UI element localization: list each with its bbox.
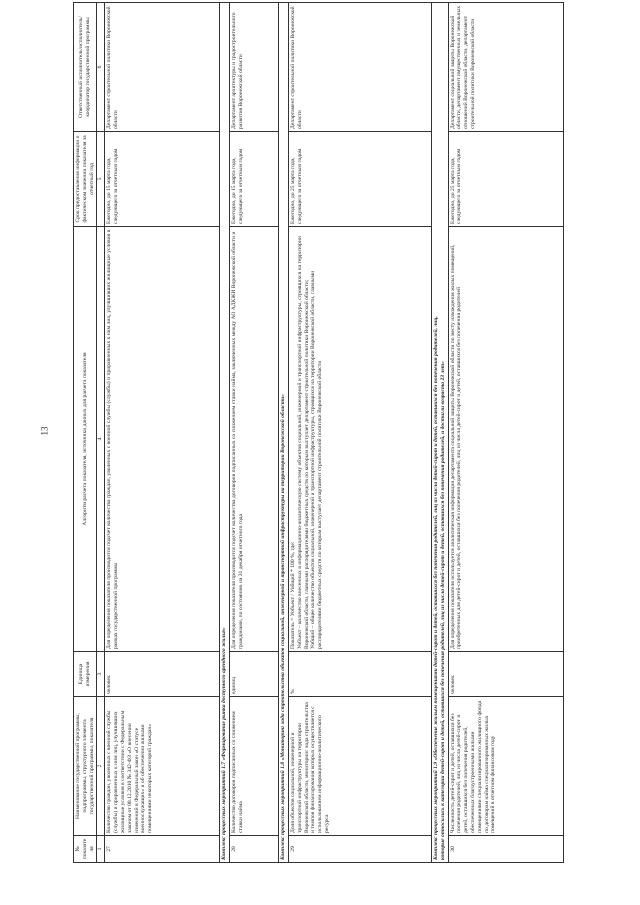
section-title: Комплекс процессных мероприятий 1.7 «Формирование рынка доступного арендного жилья»: [220, 3, 230, 863]
column-number: 6: [97, 3, 105, 132]
column-number: 3: [97, 652, 105, 697]
indicator-unit: человек: [448, 652, 563, 697]
header-name: Наименование государственной программы, подпрограммы, структурного элемента государственной программы, показателя: [74, 697, 97, 836]
indicator-deadline: Ежегодно, до 15 марта года, следующего за отчетным годом: [230, 132, 279, 227]
table-row: [448, 3, 563, 863]
header-responsible: Ответственный исполнитель/исполнитель/ координатор государственной программы: [74, 3, 97, 132]
section-row: [279, 3, 289, 863]
indicator-name: Количество договоров подписанных со снижением ставки найма: [230, 697, 279, 836]
section-title-line: которые относились к категории детей-сирот и детей, оставшихся без попечения родителей, лиц из числа детей-сирот и детей, оставшихся без попечения родителей, и достигли возраста 23 лет»: [439, 361, 446, 860]
indicator-deadline: Ежегодно, до 25 марта года, следующего за отчетным годом: [448, 132, 563, 227]
formula-line: Показатель = Уобъект / Уобщий * 100 %, где:: [289, 541, 296, 649]
section-title-line: Комплекс процессных мероприятий 1.9 «Обеспечение жильем помещениями детей-сирот и детей, оставшихся без попечения родителей, лиц из числа детей-сирот и детей, оставшихся без попечения родителей, лиц,: [432, 316, 439, 860]
rotated-table-container: [73, 5, 593, 863]
header-unit: Единица измерения: [74, 652, 97, 697]
header-algorithm: Алгоритм расчета показателя, источники данных для расчета показателя: [74, 227, 97, 652]
indicator-deadline: Ежегодно, до 25 марта года, следующего за отчетным годом: [288, 132, 431, 227]
table-row: [105, 3, 220, 863]
section-title: Комплекс процессных мероприятий 1.8 «Мониторинг хода строительства объектов социальной, инженерной и транспортной инфраструктуры на территории Воронежской области»: [279, 3, 289, 863]
indicator-algorithm: [288, 227, 431, 652]
indicator-deadline: Ежегодно, до 15 марта года, следующего за отчетным годом: [105, 132, 220, 227]
section-row: [220, 3, 230, 863]
indicator-algorithm: Для определения показателя производится подсчет количества договоров подписанных со снижением ставки найма, заключенных между АО АДКЖИ Воронежской области и гражданами, по состоянию на 31 декабря отчетного года: [230, 227, 279, 652]
row-number: 30: [448, 836, 563, 863]
column-number: 5: [97, 132, 105, 227]
table-row: [230, 3, 279, 863]
indicator-responsible: Департамент строительной политики Воронежской области: [288, 3, 431, 132]
indicator-unit: человек: [105, 652, 220, 697]
header-number: № показателя: [74, 836, 97, 863]
row-number: 29: [288, 836, 431, 863]
indicator-algorithm: Для определения показателя производится подсчет количества граждан, уволенных с военной службы (службы) и приравненных к ним лиц, улучшивших жилищные условия в рамках государственной программы: [105, 227, 220, 652]
indicator-responsible: Департамент строительной политики Воронежской области: [105, 3, 220, 132]
indicator-name: Количество граждан, уволенных с военной службы (службы) и приравненных к ним лиц, улучшивших жилищные условия в соответствии с Федеральным законом от 08.12.2010 № 342-ФЗ «О внесении изменений в Федеральный закон «О статусе военнослужащих» и об обеспечении жилыми помещениями некоторых категорий граждан»: [105, 697, 220, 836]
column-number: 1: [97, 836, 105, 863]
formula-line: Уобщий – общее количество объектов социальной, инженерной и транспортной инфраструктуры, строящихся на территории Воронежской области, главными распорядителями бюджетных средств по которым выступает департамент строительной политики Воронежской области: [310, 270, 324, 649]
column-number: 2: [97, 697, 105, 836]
page-number: 13: [39, 426, 50, 436]
indicator-algorithm: Для определения показателя используется аналитическая информация департамента социальной защиты Воронежской области по месту нахождения жилых помещений, приобретенных для детей-сирот и детей, оставшихся без попечения родителей, лиц из числа детей-сирот и детей, оставшихся без попечения родителей: [448, 227, 563, 652]
indicator-unit: %: [288, 652, 431, 697]
indicators-table: [73, 2, 564, 863]
section-title: [431, 3, 448, 863]
indicator-responsible: Департамент архитектуры и градостроительного развития Воронежской области: [230, 3, 279, 132]
section-row: [431, 3, 448, 863]
indicator-name: Численность детей-сирот и детей, оставшихся без попечения родителей, лиц из числа детей-сирот и детей, оставшихся без попечения родителей, обеспеченных благоустроенными жилыми помещениями специализированного жилищного фонда по договорам найма специализированных жилых помещений в отчетном финансовом году: [448, 697, 563, 836]
row-number: 28: [230, 836, 279, 863]
indicator-responsible: Департамент социальной защиты Воронежской области, департамент имущественных и земельных отношений Воронежской области, департамент строительной политики Воронежской области: [448, 3, 563, 132]
header-deadline: Срок предоставления информации о фактическом значении показателя за отчетный год: [74, 132, 97, 227]
column-number: 4: [97, 227, 105, 652]
formula-line: Уобъект – количество внесенных в информационно-аналитическую систему объектов социальной, инженерной и транспортной инфраструктуры, строящихся на территории Воронежской области, главными распорядителями бюджетных средств по которым выступает департамент строительной политики Воронежской области;: [296, 236, 310, 649]
indicator-name: Доля объектов социальной, инженерной и транспортной инфраструктуры на территории Воронежской области, мониторинг хода строительства и темпов финансирования которых осуществляется с использованием информационно-аналитического ресурса: [288, 697, 431, 836]
table-header-row: [74, 3, 97, 863]
indicator-unit: единиц: [230, 652, 279, 697]
row-number: 27: [105, 836, 220, 863]
table-row: [288, 3, 431, 863]
column-number-row: [97, 3, 105, 863]
